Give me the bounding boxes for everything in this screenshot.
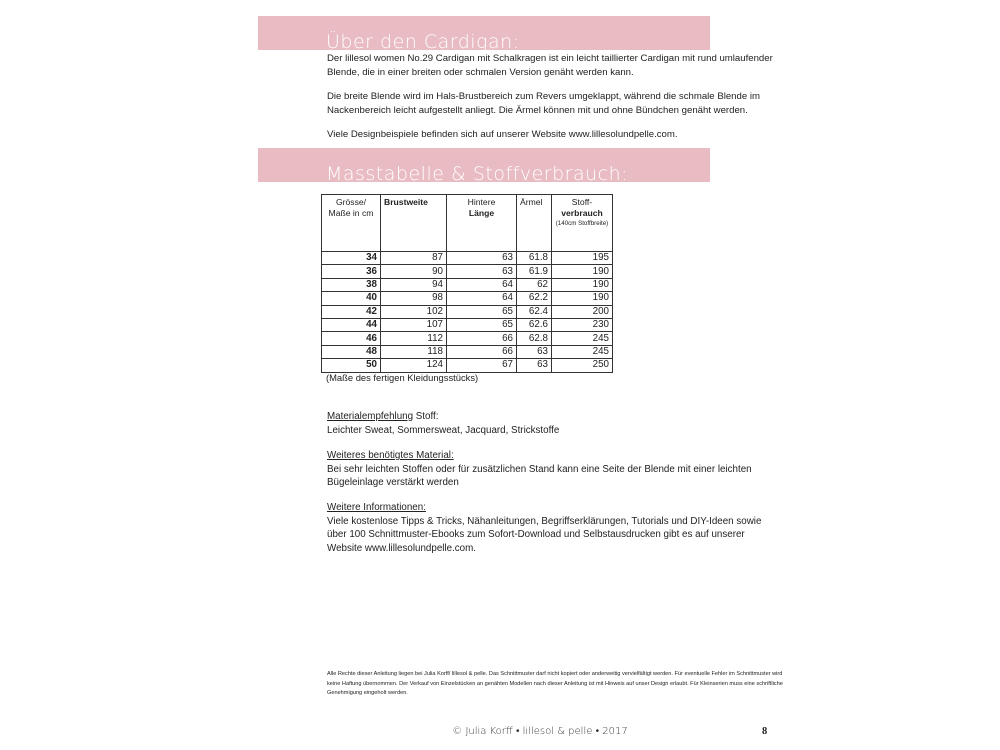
cell-hintere-laenge: 65 xyxy=(447,305,517,318)
section-title-sizes: Masstabelle & Stoffverbrauch: xyxy=(326,163,629,185)
further-material-heading: Weiteres benötigtes Material: xyxy=(327,450,454,461)
cell-brustweite: 112 xyxy=(381,332,447,345)
cell-brustweite: 102 xyxy=(381,305,447,318)
cell-brustweite: 107 xyxy=(381,318,447,331)
cell-aermel: 63 xyxy=(517,359,552,372)
table-row xyxy=(322,332,613,345)
table-row xyxy=(322,278,613,291)
cell-aermel: 62.2 xyxy=(517,292,552,305)
cell-hintere-laenge: 66 xyxy=(447,345,517,358)
material-body: Leichter Sweat, Sommersweat, Jacquard, Strickstoffe xyxy=(327,424,560,436)
further-info-section xyxy=(327,501,777,555)
section-title-about: Über den Cardigan: xyxy=(326,31,520,53)
cell-aermel: 62.6 xyxy=(517,318,552,331)
header-aermel: Ärmel xyxy=(517,195,552,252)
table-row xyxy=(322,292,613,305)
cell-aermel: 61.8 xyxy=(517,252,552,265)
cell-hintere-laenge: 66 xyxy=(447,332,517,345)
cell-size: 34 xyxy=(322,252,381,265)
section-banner-sizes xyxy=(258,148,710,185)
table-caption: (Maße des fertigen Kleidungsstücks) xyxy=(326,372,479,383)
cell-hintere-laenge: 65 xyxy=(447,318,517,331)
further-material-section xyxy=(327,449,777,490)
cell-hintere-laenge: 67 xyxy=(447,359,517,372)
header-hintere-laenge: Hintere Länge xyxy=(447,195,517,252)
material-section xyxy=(327,410,777,437)
table-row xyxy=(322,318,613,331)
about-paragraph-1: Der lillesol women No.29 Cardigan mit Schalkragen ist ein leicht taillierter Cardigan mit rund umlaufender Blende, die in einer breiten oder schmalen Version genäht werden kann. xyxy=(327,53,773,78)
table-row xyxy=(322,252,613,265)
further-info-heading: Weitere Informationen: xyxy=(327,502,426,513)
cell-brustweite: 87 xyxy=(381,252,447,265)
cell-stoffverbrauch: 250 xyxy=(552,359,613,372)
cell-stoffverbrauch: 190 xyxy=(552,278,613,291)
cell-brustweite: 124 xyxy=(381,359,447,372)
cell-hintere-laenge: 63 xyxy=(447,252,517,265)
cell-size: 50 xyxy=(322,359,381,372)
page-number: 8 xyxy=(762,726,768,737)
size-table-body xyxy=(322,252,613,373)
footer-copyright: © Julia Korff • lillesol & pelle • 2017 xyxy=(452,726,628,737)
table-row xyxy=(322,345,613,358)
cell-brustweite: 90 xyxy=(381,265,447,278)
cell-stoffverbrauch: 195 xyxy=(552,252,613,265)
cell-size: 42 xyxy=(322,305,381,318)
cell-brustweite: 98 xyxy=(381,292,447,305)
table-row xyxy=(322,359,613,372)
cell-size: 40 xyxy=(322,292,381,305)
cell-stoffverbrauch: 245 xyxy=(552,332,613,345)
cell-brustweite: 94 xyxy=(381,278,447,291)
cell-aermel: 62 xyxy=(517,278,552,291)
cell-size: 36 xyxy=(322,265,381,278)
table-row xyxy=(322,265,613,278)
cell-size: 44 xyxy=(322,318,381,331)
further-info-body: Viele kostenlose Tipps & Tricks, Nähanleitungen, Begriffserklärungen, Tutorials und DIY-Ideen sowie über 100 Schnittmuster-Ebooks zum Sofort-Download und Selbstausdrucken gibt es auf unserer Website www.lillesolundpelle.com. xyxy=(327,515,762,554)
cell-aermel: 62.4 xyxy=(517,305,552,318)
cell-aermel: 61.9 xyxy=(517,265,552,278)
cell-stoffverbrauch: 200 xyxy=(552,305,613,318)
header-brustweite: Brustweite xyxy=(381,195,447,252)
cell-size: 46 xyxy=(322,332,381,345)
about-paragraph-3: Viele Designbeispiele befinden sich auf unserer Website www.lillesolundpelle.com. xyxy=(327,129,678,140)
cell-aermel: 62.8 xyxy=(517,332,552,345)
size-table xyxy=(321,194,613,373)
header-stoffverbrauch: Stoff- verbrauch (140cm Stoffbreite) xyxy=(552,195,613,252)
cell-brustweite: 118 xyxy=(381,345,447,358)
cell-hintere-laenge: 64 xyxy=(447,292,517,305)
cell-hintere-laenge: 64 xyxy=(447,278,517,291)
cell-size: 48 xyxy=(322,345,381,358)
cell-size: 38 xyxy=(322,278,381,291)
section-banner-about xyxy=(258,16,710,53)
material-heading: Materialempfehlung Stoff: xyxy=(327,411,439,422)
cell-stoffverbrauch: 245 xyxy=(552,345,613,358)
legal-notice: Alle Rechte dieser Anleitung liegen bei Julia Korff/ lillesol & pelle. Das Schnittmuster darf nicht kopiert oder anderweitig vervielfältigt werden. Für eventuelle Fehler im Schnittmuster wird keine Haftung übernommen. Der Verkauf von Einzelstücken an genähten Modellen nach dieser Anleitung ist mit Hinweis auf unser Design erlaubt. Für Kleinserien muss eine schriftliche Genehmigung eingeholt werden. xyxy=(327,671,783,696)
header-size: Grösse/ Maße in cm xyxy=(322,195,381,252)
cell-stoffverbrauch: 190 xyxy=(552,265,613,278)
table-row xyxy=(322,305,613,318)
cell-stoffverbrauch: 190 xyxy=(552,292,613,305)
size-table-header-row xyxy=(322,195,613,252)
about-paragraph-2: Die breite Blende wird im Hals-Brustbereich zum Revers umgeklappt, während die schmale Blende im Nackenbereich leicht aufgestellt anliegt. Die Ärmel können mit und ohne Bündchen genäht werden. xyxy=(327,91,760,116)
further-material-body: Bei sehr leichten Stoffen oder für zusätzlichen Stand kann eine Seite der Blende mit einer leichten Bügeleinlage verstärkt werden xyxy=(327,463,752,488)
cell-hintere-laenge: 63 xyxy=(447,265,517,278)
cell-aermel: 63 xyxy=(517,345,552,358)
cell-stoffverbrauch: 230 xyxy=(552,318,613,331)
